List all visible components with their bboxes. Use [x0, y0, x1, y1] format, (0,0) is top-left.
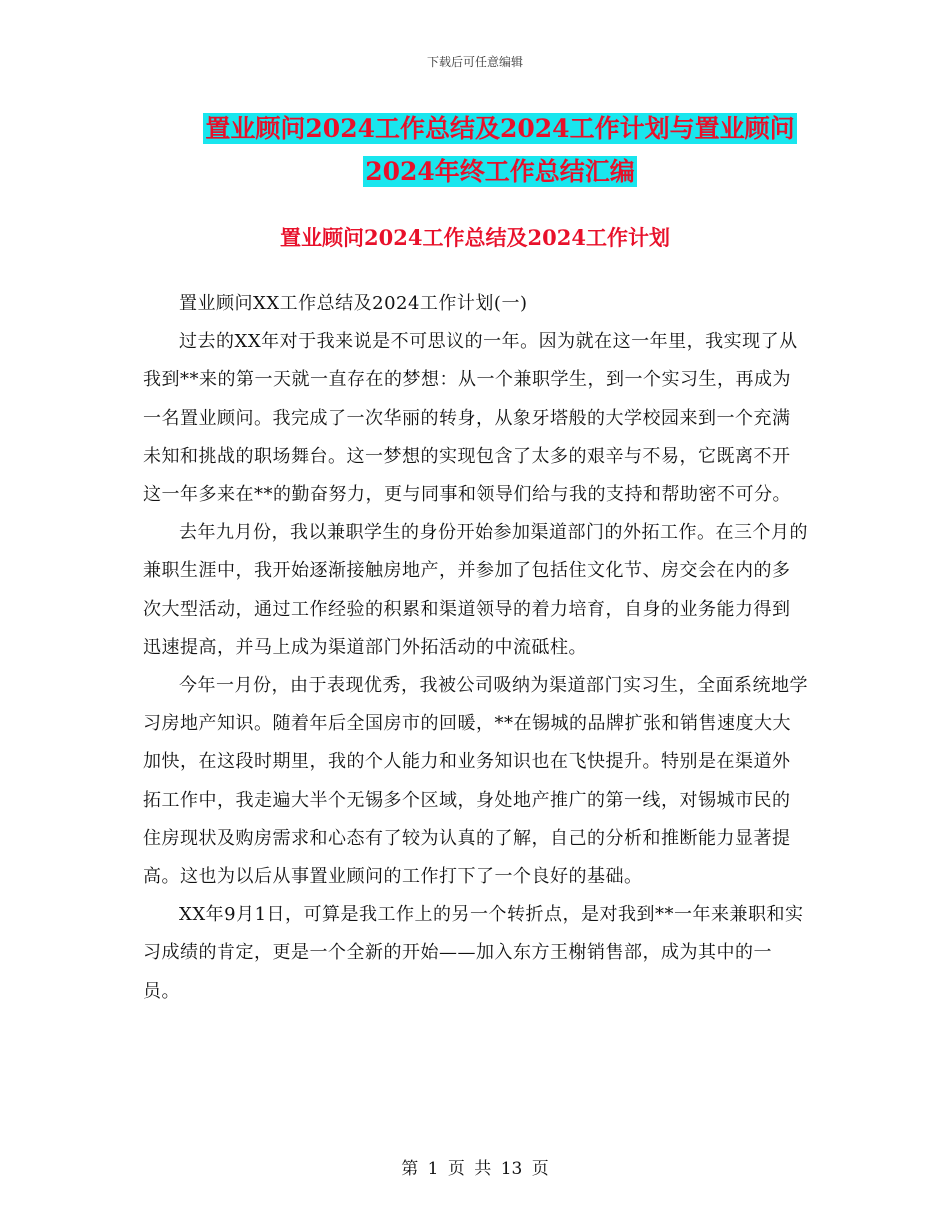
- paragraph-1: 置业顾问XX工作总结及2024工作计划(一): [179, 293, 528, 314]
- paragraph-3: 去年九月份，我以兼职学生的身份开始参加渠道部门的外拓工作。在三个月的兼职生涯中，我开始逐渐接触房地产，并参加了包括住文化节、房交会在内的多次大型活动，通过工作经验的积累和渠道领导的着力培育，自身的业务能力得到迅速提高，并马上成为渠道部门外拓活动的中流砥柱。: [143, 522, 808, 658]
- title-highlight-1: 置业顾问2024工作总结及2024工作计划与置业顾问: [205, 114, 795, 143]
- document-body: [143, 285, 808, 1011]
- document-title-line-1: [150, 112, 850, 146]
- section-heading: 置业顾问2024工作总结及2024工作计划: [280, 225, 670, 250]
- document-title-line-2: [150, 155, 850, 189]
- paragraph-4: 今年一月份，由于表现优秀，我被公司吸纳为渠道部门实习生，全面系统地学习房地产知识。随着年后全国房市的回暖，**在锡城的品牌扩张和销售速度大大加快，在这段时期里，我的个人能力和业务知识也在飞快提升。特别是在渠道外拓工作中，我走遍大半个无锡多个区域，身处地产推广的第一线，对锡城市民的住房现状及购房需求和心态有了较为认真的了解，自己的分析和推断能力显著提高。这也为以后从事置业顾问的工作打下了一个良好的基础。: [143, 675, 808, 888]
- paragraph-5: XX年9月1日，可算是我工作上的另一个转折点，是对我到**一年来兼职和实习成绩的肯定，更是一个全新的开始——加入东方王榭销售部，成为其中的一员。: [143, 904, 804, 1002]
- page-header-note: 下载后可任意编辑: [426, 55, 523, 69]
- title-highlight-2: 2024年终工作总结汇编: [365, 157, 635, 186]
- page-footer-pagination: 第 1 页 共 13 页: [401, 1159, 549, 1179]
- paragraph-2: 过去的XX年对于我来说是不可思议的一年。因为就在这一年里，我实现了从我到**来的第一天就一直存在的梦想：从一个兼职学生，到一个实习生，再成为一名置业顾问。我完成了一次华丽的转身，从象牙塔般的大学校园来到一个充满未知和挑战的职场舞台。这一梦想的实现包含了太多的艰辛与不易，它既离不开这一年多来在**的勤奋努力，更与同事和领导们给与我的支持和帮助密不可分。: [143, 331, 798, 506]
